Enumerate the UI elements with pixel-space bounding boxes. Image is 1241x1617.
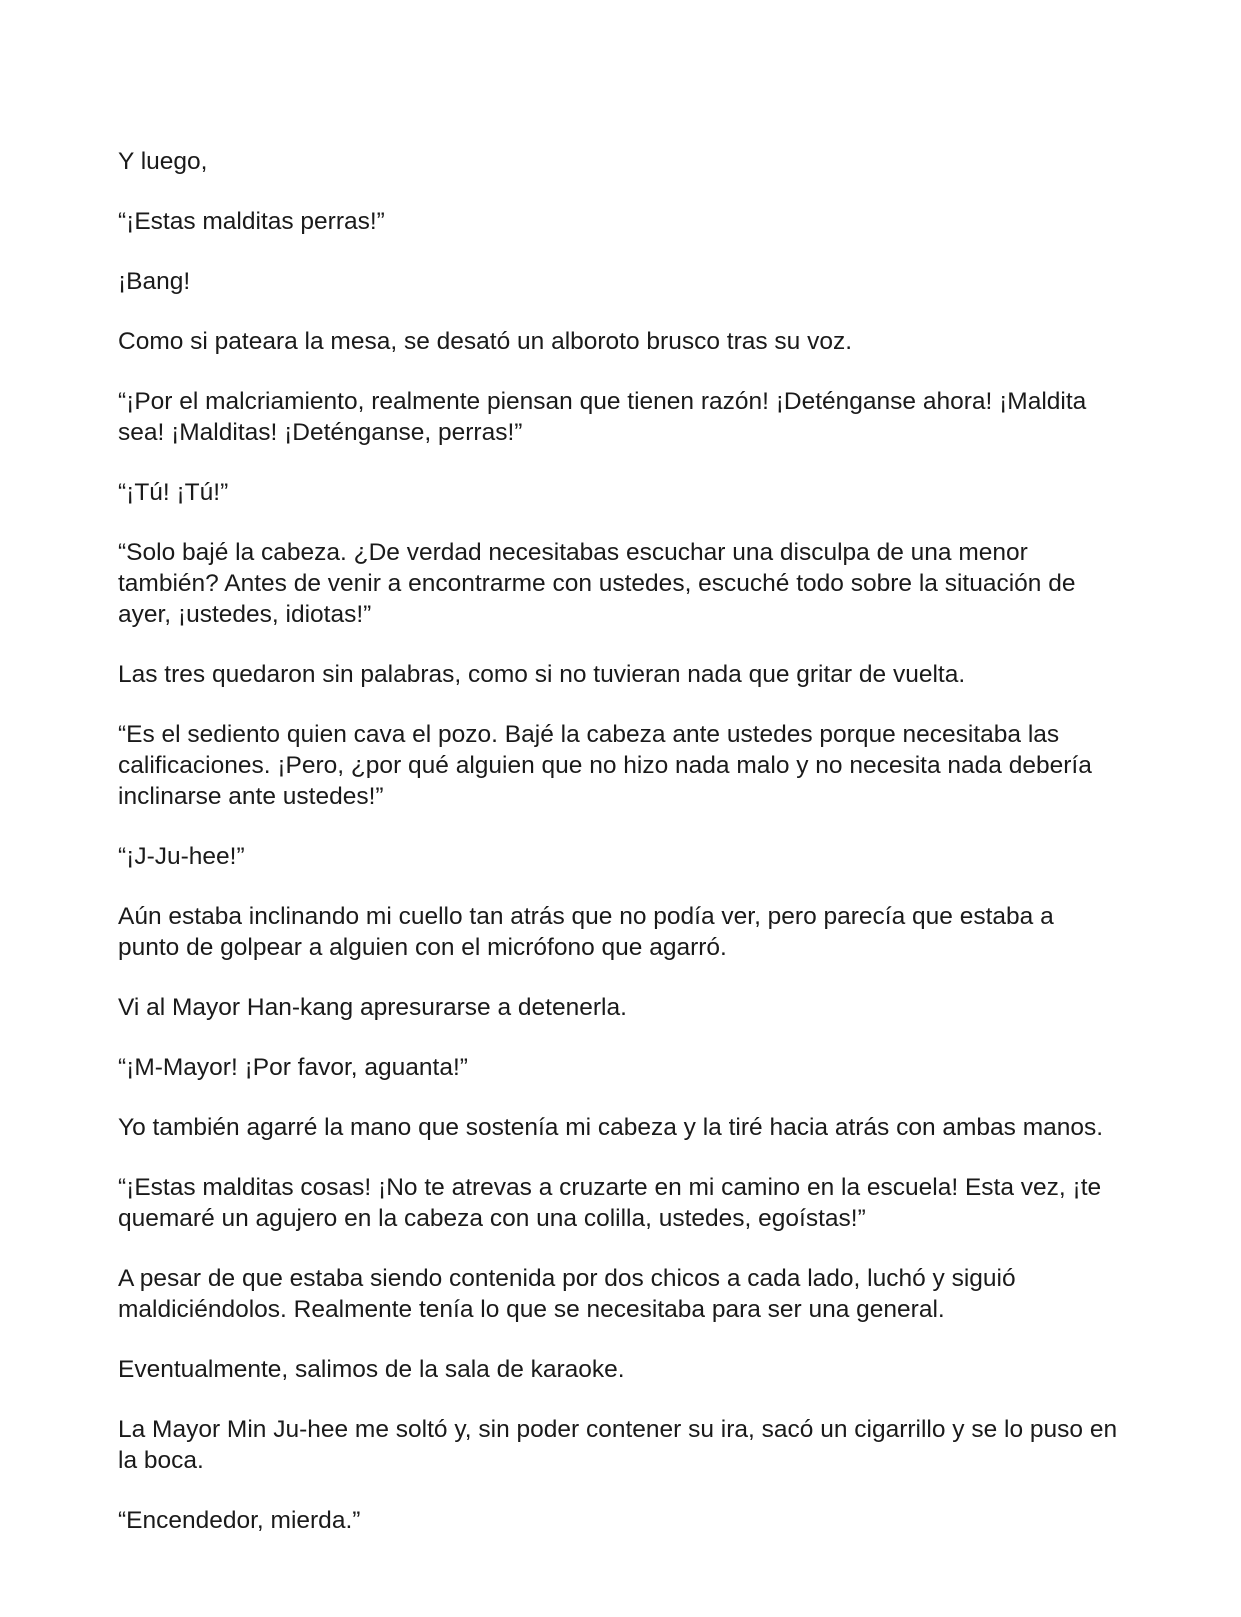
paragraph: “Solo bajé la cabeza. ¿De verdad necesitabas escuchar una disculpa de una menor también? Antes de venir a encontrarme con ustedes, escuché todo sobre la situación de ayer, ¡ustedes, idiotas!” [118, 539, 1076, 628]
paragraph: Yo también agarré la mano que sostenía mi cabeza y la tiré hacia atrás con ambas manos. [118, 1114, 1104, 1141]
paragraph: Como si pateara la mesa, se desató un alboroto brusco tras su voz. [118, 328, 853, 355]
document-body [118, 146, 1118, 1565]
paragraph: Vi al Mayor Han-kang apresurarse a detenerla. [118, 994, 627, 1021]
paragraph: “¡Estas malditas perras!” [118, 208, 385, 235]
paragraph: Las tres quedaron sin palabras, como si no tuvieran nada que gritar de vuelta. [118, 661, 966, 688]
paragraph: “¡J-Ju-hee!” [118, 843, 245, 870]
paragraph: “¡Por el malcriamiento, realmente piensan que tienen razón! ¡Deténganse ahora! ¡Maldita sea! ¡Malditas! ¡Deténganse, perras!” [118, 388, 1087, 446]
paragraph: A pesar de que estaba siendo contenida por dos chicos a cada lado, luchó y siguió maldiciéndolos. Realmente tenía lo que se necesitaba para ser una general. [118, 1265, 1016, 1323]
paragraph: ¡Bang! [118, 268, 191, 295]
paragraph: La Mayor Min Ju-hee me soltó y, sin poder contener su ira, sacó un cigarrillo y se lo puso en la boca. [118, 1416, 1118, 1474]
paragraph: Eventualmente, salimos de la sala de karaoke. [118, 1356, 625, 1383]
paragraph: “Encendedor, mierda.” [118, 1507, 361, 1534]
paragraph: “¡M-Mayor! ¡Por favor, aguanta!” [118, 1054, 468, 1081]
paragraph: Aún estaba inclinando mi cuello tan atrás que no podía ver, pero parecía que estaba a punto de golpear a alguien con el micrófono que agarró. [118, 903, 1054, 961]
paragraph: “Es el sediento quien cava el pozo. Bajé la cabeza ante ustedes porque necesitaba las calificaciones. ¡Pero, ¿por qué alguien que no hizo nada malo y no necesita nada debería inclinarse ante ustedes!” [118, 721, 1092, 810]
paragraph: Y luego, [118, 148, 208, 175]
paragraph: “¡Estas malditas cosas! ¡No te atrevas a cruzarte en mi camino en la escuela! Esta vez, ¡te quemaré un agujero en la cabeza con una colilla, ustedes, egoístas!” [118, 1174, 1102, 1232]
paragraph: “¡Tú! ¡Tú!” [118, 479, 229, 506]
